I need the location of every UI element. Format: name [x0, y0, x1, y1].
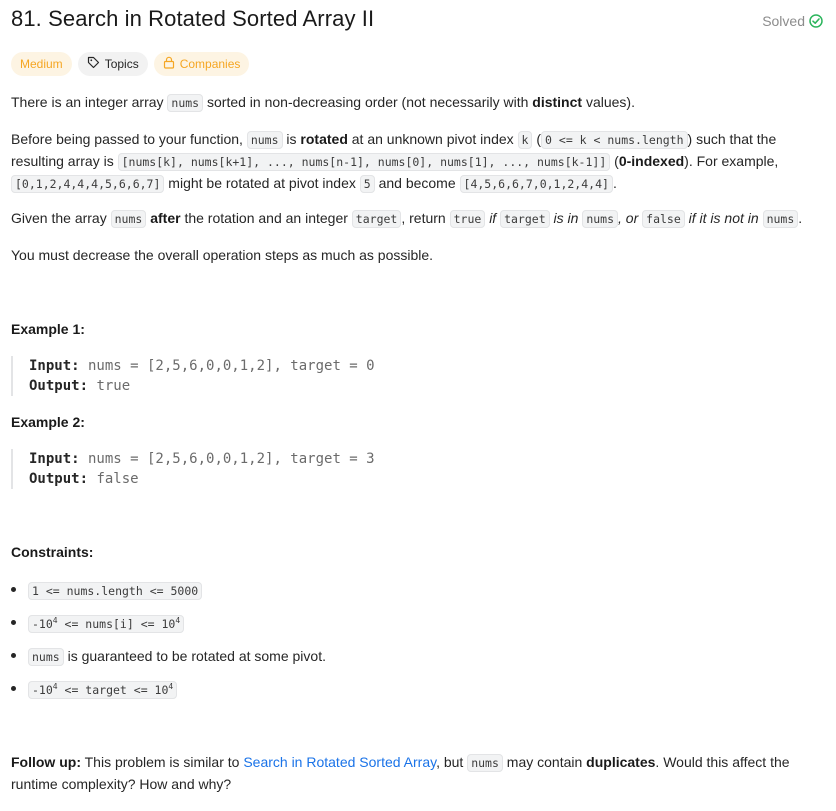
list-item: nums is guaranteed to be rotated at some pivot.	[11, 644, 823, 677]
list-item: 1 <= nums.length <= 5000	[11, 578, 823, 611]
description-paragraph-1: There is an integer array nums sorted in non-decreasing order (not necessarily with distinct values).	[11, 94, 635, 110]
description-paragraph-3: Given the array nums after the rotation and an integer target , return true if target is in nums , or false if it is not in nums .	[11, 210, 803, 226]
companies-button[interactable]	[154, 52, 250, 76]
example-2-block	[11, 449, 823, 489]
title-row	[11, 6, 823, 38]
example-1-input: Input: nums = [2,5,6,0,0,1,2], target = 0	[29, 358, 375, 374]
constraints-heading: Constraints:	[11, 544, 94, 560]
example-2-heading: Example 2:	[11, 414, 85, 430]
follow-up: Follow up: This problem is similar to Search in Rotated Sorted Array, but nums may contain duplicates. Would this affect the runtime complexity? How and why?	[11, 754, 790, 792]
list-item: $-10^4$ <= nums[i] <= $10^4$	[11, 611, 823, 644]
topics-label: Topics	[104, 57, 139, 71]
topics-button[interactable]	[78, 52, 148, 76]
check-circle-icon	[809, 14, 823, 28]
companies-label: Companies	[179, 57, 241, 71]
solved-status	[762, 13, 823, 29]
related-problem-link[interactable]: Search in Rotated Sorted Array	[243, 754, 437, 770]
lock-icon	[163, 56, 175, 72]
description-paragraph-2: Before being passed to your function, nums is rotated at an unknown pivot index k ( 0 <= k < nums.length ) such that the resulting array is [nums[k], nums[k+1], ..., nums[n-1], nums[0], nums[1], ..., nums[k-1]] (0-indexed). For example, [0,1,2,4,4,4,5,6,6,7] might be rotated at pivot index 5 and become [4,5,6,6,7,0,1,2,4,4] .	[11, 131, 779, 191]
problem-title: 81. Search in Rotated Sorted Array II	[11, 6, 375, 31]
inline-code: nums	[167, 94, 203, 112]
solved-label: Solved	[762, 13, 805, 29]
difficulty-badge[interactable]: Medium	[11, 52, 72, 76]
tag-icon	[87, 56, 100, 72]
example-1-output: Output: true	[29, 378, 131, 394]
example-2-input: Input: nums = [2,5,6,0,0,1,2], target = 3	[29, 451, 375, 467]
description-paragraph-4: You must decrease the overall operation steps as much as possible.	[11, 247, 434, 263]
example-1-block	[11, 356, 823, 396]
list-item: $-10^4$ <= target <= $10^4$	[11, 677, 823, 710]
tag-row	[11, 52, 249, 76]
example-1-heading: Example 1:	[11, 321, 85, 337]
example-2-output: Output: false	[29, 471, 139, 487]
constraints-list	[11, 578, 823, 710]
